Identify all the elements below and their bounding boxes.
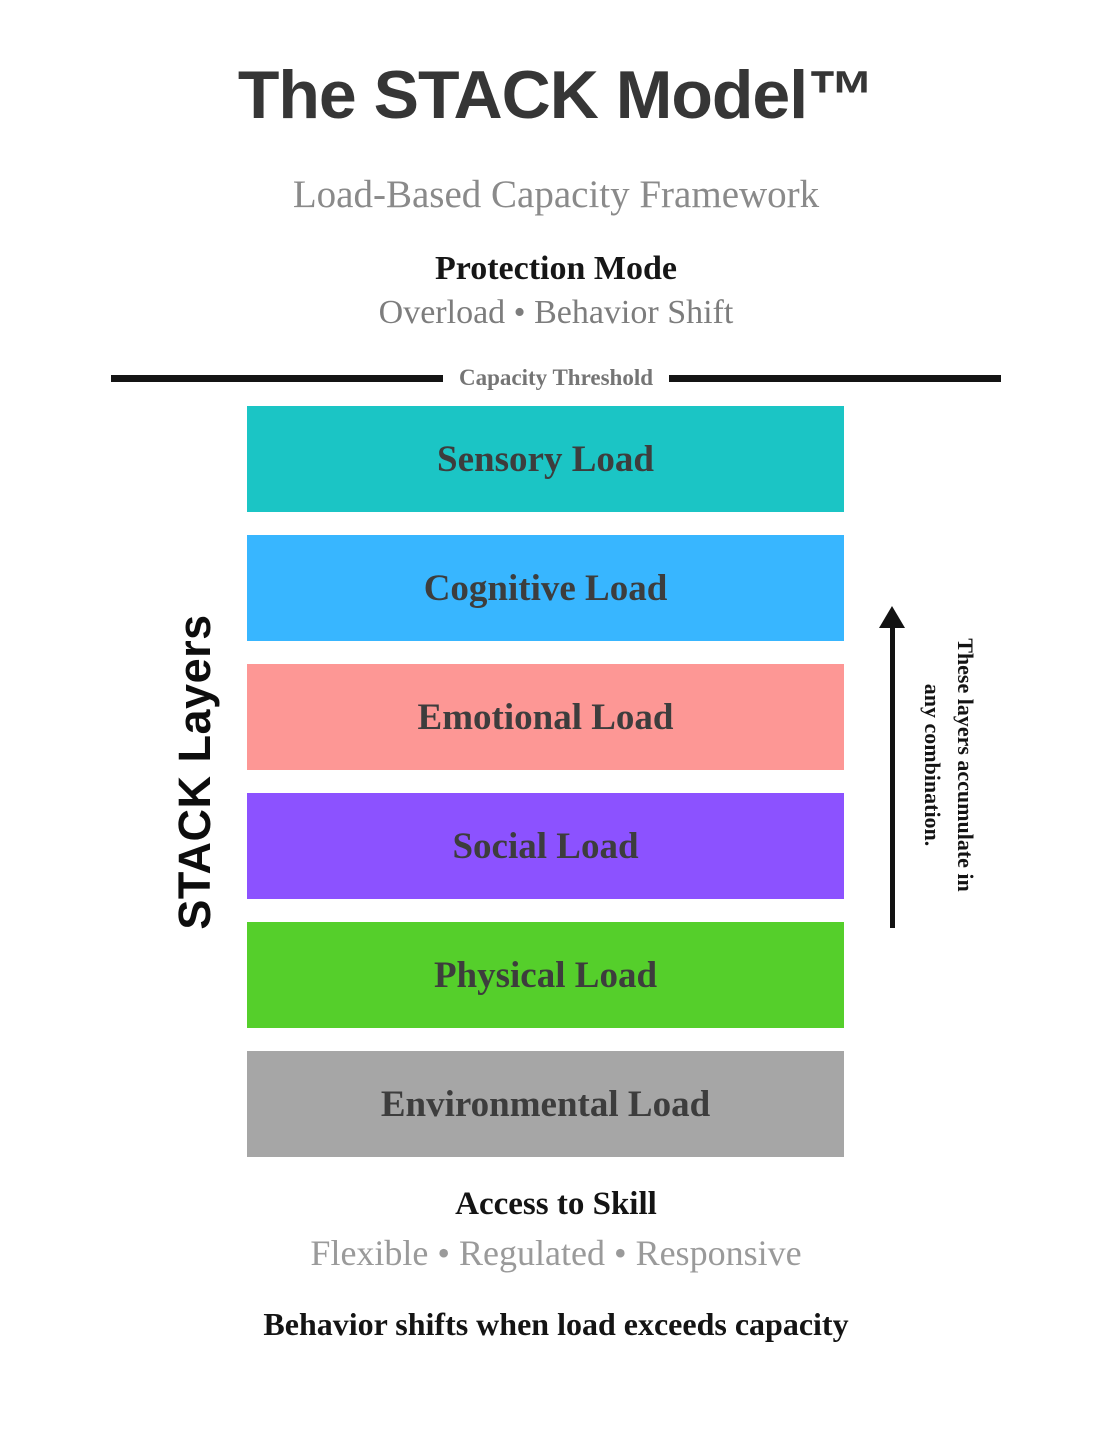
stack-layers-axis-label: STACK Layers <box>169 614 220 930</box>
layer-bar-physical <box>247 922 844 1028</box>
stack-layer-bars <box>247 406 844 1157</box>
page-subtitle: Load-Based Capacity Framework <box>292 173 820 216</box>
protection-mode-heading: Protection Mode <box>434 250 678 287</box>
layer-bar-environmental <box>247 1051 844 1157</box>
threshold-label: Capacity Threshold <box>458 365 654 390</box>
arrow-head <box>879 606 905 628</box>
layer-label: Social Load <box>452 825 639 867</box>
protection-mode-subtitle: Overload • Behavior Shift <box>378 294 734 331</box>
threshold-line-right <box>669 375 1001 382</box>
accumulate-annotation <box>916 638 982 892</box>
page-title: The STACK Model™ <box>237 57 875 133</box>
access-to-skill-heading: Access to Skill <box>455 1186 657 1222</box>
layer-bar-emotional <box>247 664 844 770</box>
layer-label: Sensory Load <box>437 438 654 480</box>
threshold-line-left <box>111 375 443 382</box>
layer-label: Cognitive Load <box>423 567 668 609</box>
capacity-threshold <box>111 362 1001 394</box>
layer-label: Emotional Load <box>417 696 674 738</box>
bottom-caption: Behavior shifts when load exceeds capacity <box>263 1306 849 1342</box>
arrow-shaft <box>890 628 895 928</box>
up-arrow-icon <box>879 606 905 928</box>
layer-bar-sensory <box>247 406 844 512</box>
accumulate-annotation-line1: These layers accumulate in <box>953 638 978 892</box>
layer-bar-cognitive <box>247 535 844 641</box>
access-to-skill-subtitle: Flexible • Regulated • Responsive <box>310 1233 802 1273</box>
layer-bar-social <box>247 793 844 899</box>
accumulate-annotation-line2: any combination. <box>920 683 945 847</box>
layer-label: Environmental Load <box>380 1083 711 1125</box>
layer-label: Physical Load <box>433 954 658 996</box>
